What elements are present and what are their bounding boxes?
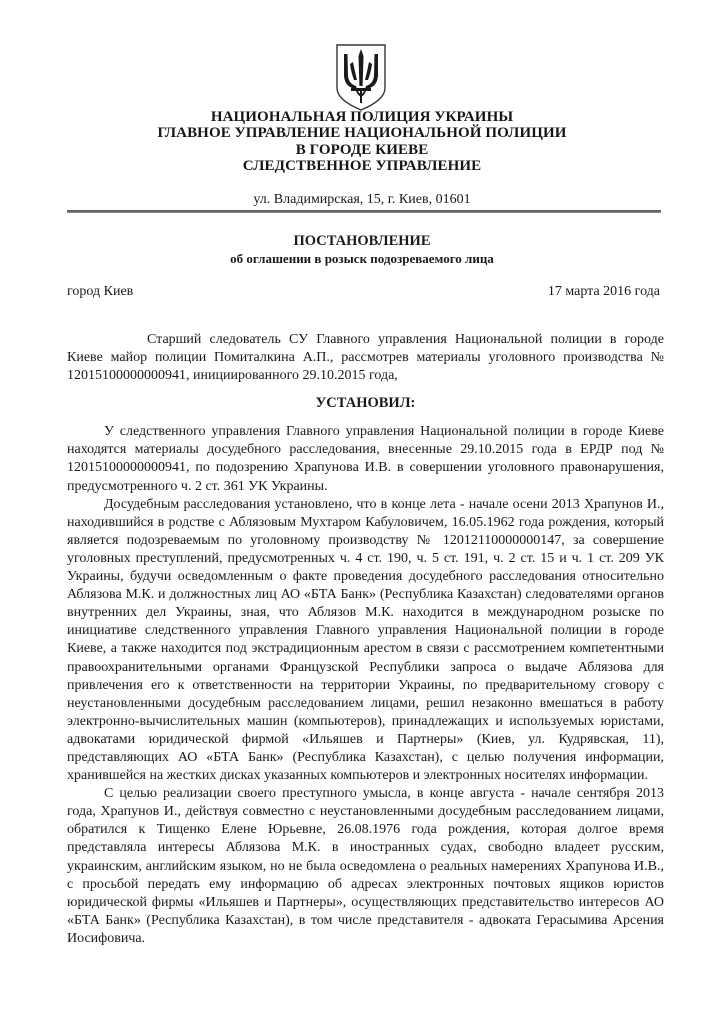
header-line-city: В ГОРОДЕ КИЕВЕ <box>295 141 429 158</box>
document-title: ПОСТАНОВЛЕНИЕ <box>293 233 431 249</box>
header-line-investigative-department: СЛЕДСТВЕННОЕ УПРАВЛЕНИЕ <box>242 157 482 174</box>
document-subtitle: об оглашении в розыск подозреваемого лица <box>230 251 494 266</box>
organization-address: ул. Владимирская, 15, г. Киев, 01601 <box>253 192 471 207</box>
coat-of-arms-icon <box>334 42 388 112</box>
document-place: город Киев <box>67 284 134 299</box>
header-line-main-directorate: ГЛАВНОЕ УПРАВЛЕНИЕ НАЦИОНАЛЬНОЙ ПОЛИЦИИ <box>157 125 567 142</box>
body-paragraph: У следственного управления Главного управления Национальной полиции в городе Киеве находятся материалы досудебного расследования, внесенные 29.10.2015 года в ЕРДР под № 12015100000000941, по подозрению Храпунова И.В. в совершении уголовного правонарушения, предусмотренного ч. 2 ст. 361 УК Украины. <box>67 424 664 494</box>
organization-header <box>0 109 724 174</box>
body-paragraph: С целью реализации своего преступного умысла, в конце августа - начале сентября 2013 года, Храпунов И., действуя совместно с неустановленными досудебным расследованием лицами, обратился к Тищенко Елене Юрьевне, 26.08.1976 года рождения, которая долгое время представляла интересы Аблязова М.К. в иностранных судах, свободно владеет русским, украинским, английским языком, но не была осведомлена о реальных намерениях Храпунова И.В., с просьбой передать ему информацию об адресах электронных почтовых ящиков юристов юридической фирмы «Ильяшев и Партнеры», осуществляющих представительство интересов АО «БТА Банк» (Республика Казахстан), в том числе представителя - адвоката Герасымива Арсения Иосифовича. <box>67 786 664 946</box>
intro-paragraph: Старший следователь СУ Главного управления Национальной полиции в городе Киеве майор полиции Помиталкина А.П., рассмотрев материалы уголовного производства № 12015100000000941, инициированного 29.10.2015 года, <box>67 332 664 384</box>
established-heading: УСТАНОВИЛ: <box>315 395 416 412</box>
document-body <box>67 331 664 948</box>
header-divider <box>67 210 661 213</box>
document-date: 17 марта 2016 года <box>547 284 660 299</box>
body-paragraph: Досудебным расследования установлено, что в конце лета - начале осени 2013 Храпунов И., находившийся в родстве с Аблязовым Мухтаром Кабуловичем, 16.05.1962 года рождения, который является подозреваемым по уголовному производству № 12012110000000147, за совершение уголовных преступлений, предусмотренных ч. 4 ст. 190, ч. 5 ст. 191, ч. 2 ст. 15 и ч. 1 ст. 209 УК Украины, будучи осведомленным о факте проведения досудебного расследования относительно Аблязова М.К. и должностных лиц АО «БТА Банк» (Республика Казахстан) следователями органов внутренних дел Украины, зная, что Аблязов М.К. находится в международном розыске по инициативе следственного управления Главного управления Национальной полиции в городе Киеве, а также находится под экстрадиционным арестом в связи с рассмотрением компетентными правоохранительными органами Французской Республики запроса о выдаче Аблязова для привлечения его к ответственности на территории Украины, по предварительному сговору с неустановленными досудебным расследованием лицами, решил незаконно вмешаться в работу электронно-вычислительных машин (компьютеров), принадлежащих и используемых юристами, адвокатами юридической фирмой «Ильяшев и Партнеры» (Киев, ул. Кудрявская, 11), представляющих АО «БТА Банк» (Республика Казахстан), с целью получения информации, хранившейся на жестких дисках указанных компьютеров и электронных носителях информации. <box>67 496 664 784</box>
header-line-national-police: НАЦИОНАЛЬНАЯ ПОЛИЦИЯ УКРАИНЫ <box>210 109 514 125</box>
